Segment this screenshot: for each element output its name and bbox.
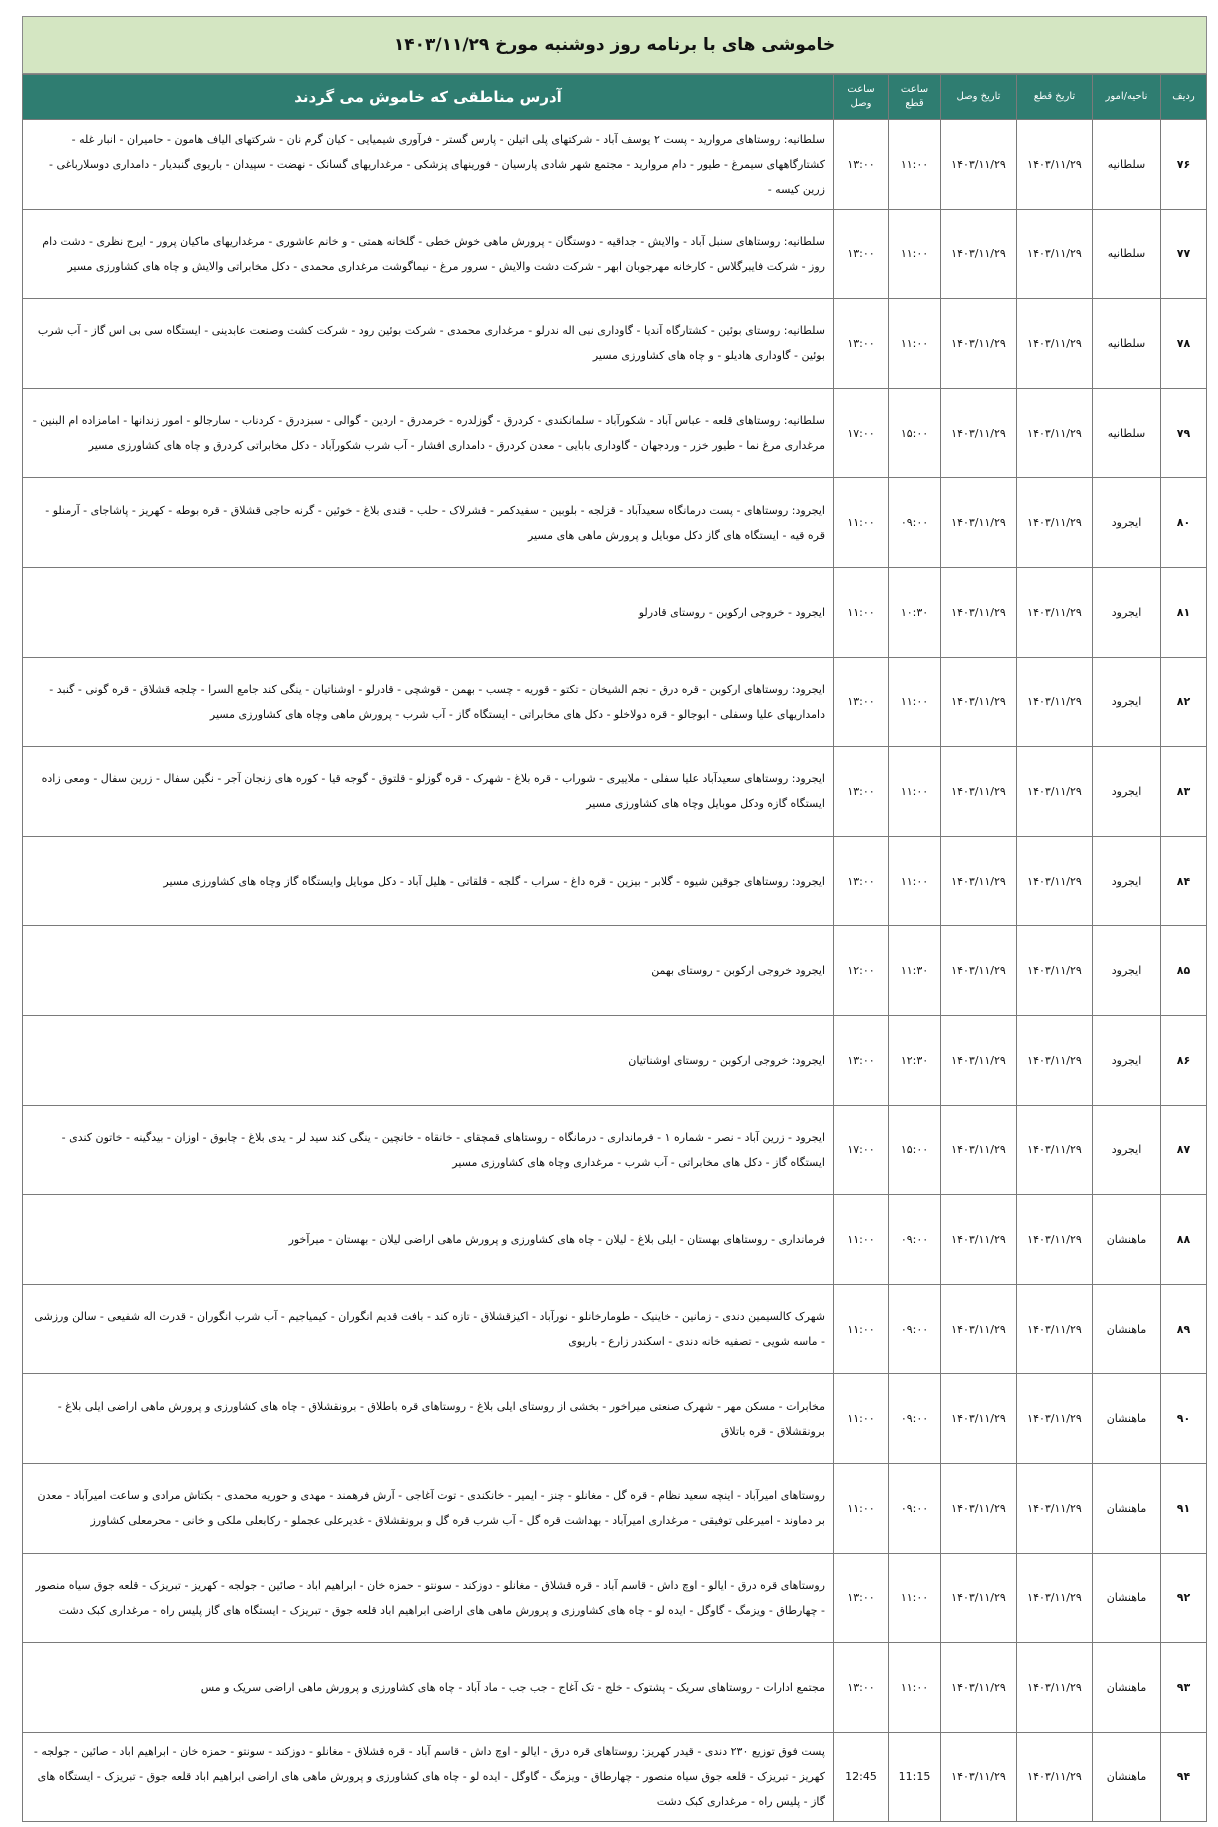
row-cut-time: ۰۹:۰۰ <box>889 1195 941 1285</box>
row-number: ۷۹ <box>1161 388 1207 478</box>
row-connect-date: ۱۴۰۳/۱۱/۲۹ <box>941 1105 1017 1195</box>
row-address: سلطانیه: روستاهای مروارید - پست ۲ یوسف آباد - شرکتهای پلی اتیلن - پارس گستر - فرآوری شیمیایی - کیان گرم نان - شرکتهای الیاف هامون - حامیران - انبار غله - کشتارگاههای سیمرغ - طیور - دام مروارید - مجتمع شهر شادی پارسیان - فورینهای پزشکی - مرغداریهای گسانک - نهضت - سپیدان - باریوی گنبدیار - دامداری دوسلارباغی - زرین کیسه - <box>23 120 834 210</box>
header-cut-time: ساعت قطع <box>889 75 941 120</box>
table-row <box>23 747 1207 837</box>
row-district: سلطانیه <box>1093 120 1161 210</box>
row-cut-time: ۱۰:۳۰ <box>889 567 941 657</box>
row-connect-time: ۱۱:۰۰ <box>834 1463 889 1553</box>
row-cut-date: ۱۴۰۳/۱۱/۲۹ <box>1017 1643 1093 1733</box>
row-number: ۹۲ <box>1161 1553 1207 1643</box>
row-connect-time: ۱۳:۰۰ <box>834 836 889 926</box>
row-connect-date: ۱۴۰۳/۱۱/۲۹ <box>941 209 1017 299</box>
row-district: ماهنشان <box>1093 1553 1161 1643</box>
row-connect-date: ۱۴۰۳/۱۱/۲۹ <box>941 1643 1017 1733</box>
table-header-row <box>23 75 1207 120</box>
row-connect-date: ۱۴۰۳/۱۱/۲۹ <box>941 567 1017 657</box>
row-cut-date: ۱۴۰۳/۱۱/۲۹ <box>1017 120 1093 210</box>
row-connect-date: ۱۴۰۳/۱۱/۲۹ <box>941 1553 1017 1643</box>
row-connect-time: ۱۳:۰۰ <box>834 747 889 837</box>
header-district: ناحیه/امور <box>1093 75 1161 120</box>
table-row <box>23 1374 1207 1464</box>
row-cut-time: ۰۹:۰۰ <box>889 1463 941 1553</box>
row-cut-time: ۱۱:۰۰ <box>889 836 941 926</box>
row-cut-date: ۱۴۰۳/۱۱/۲۹ <box>1017 836 1093 926</box>
row-cut-time: ۰۹:۰۰ <box>889 478 941 568</box>
row-connect-date: ۱۴۰۳/۱۱/۲۹ <box>941 478 1017 568</box>
table-row <box>23 1643 1207 1733</box>
table-row <box>23 209 1207 299</box>
row-cut-date: ۱۴۰۳/۱۱/۲۹ <box>1017 657 1093 747</box>
row-connect-time: ۱۳:۰۰ <box>834 657 889 747</box>
row-connect-time: ۱۳:۰۰ <box>834 1553 889 1643</box>
row-number: ۷۸ <box>1161 299 1207 389</box>
table-row <box>23 299 1207 389</box>
row-cut-time: ۱۵:۰۰ <box>889 388 941 478</box>
table-row <box>23 120 1207 210</box>
outage-schedule <box>22 16 1207 1822</box>
row-cut-time: ۰۹:۰۰ <box>889 1374 941 1464</box>
row-number: ۹۳ <box>1161 1643 1207 1733</box>
row-address: فرمانداری - روستاهای بهستان - ایلی بلاغ - لیلان - چاه های کشاورزی و پرورش ماهی اراضی لیلان - بهستان - میرآخور <box>23 1195 834 1285</box>
row-address: ایجرود خروجی ارکوبن - روستای بهمن <box>23 926 834 1016</box>
row-district: ایجرود <box>1093 478 1161 568</box>
row-connect-date: ۱۴۰۳/۱۱/۲۹ <box>941 1463 1017 1553</box>
row-connect-date: ۱۴۰۳/۱۱/۲۹ <box>941 1195 1017 1285</box>
row-connect-time: ۱۱:۰۰ <box>834 1284 889 1374</box>
row-cut-time: ۰۹:۰۰ <box>889 1284 941 1374</box>
row-cut-date: ۱۴۰۳/۱۱/۲۹ <box>1017 926 1093 1016</box>
header-row-number: ردیف <box>1161 75 1207 120</box>
row-address: مجتمع ادارات - روستاهای سریک - پشتوک - خلج - تک آغاج - جب جب - ماد آباد - چاه های کشاورزی و پرورش ماهی اراضی سریک و مس <box>23 1643 834 1733</box>
table-row <box>23 1195 1207 1285</box>
row-district: ماهنشان <box>1093 1284 1161 1374</box>
row-address: ایجرود: روستاهای سعیدآباد علیا سفلی - ملاییری - شوراب - قره بلاغ - شهرک - قره گوزلو - قلتوق - گوجه قیا - کوره های زنجان آجر - نگین سفال - زرین سفال - ومعی زاده ایستگاه گازه ودکل موبایل وچاه های کشاورزی مسیر <box>23 747 834 837</box>
row-number: ۹۱ <box>1161 1463 1207 1553</box>
row-address: ایجرود: روستاهای جوقین شیوه - گلابر - بیزین - قره داغ - سراب - گلجه - قلقاتی - هلیل آباد - دکل موبایل وایستگاه گاز وچاه های کشاورزی مسیر <box>23 836 834 926</box>
table-row <box>23 1015 1207 1105</box>
row-district: ایجرود <box>1093 567 1161 657</box>
outage-table <box>22 74 1207 1822</box>
row-connect-time: ۱۳:۰۰ <box>834 209 889 299</box>
table-row <box>23 657 1207 747</box>
row-address: ایجرود - زرین آباد - نصر - شماره ۱ - فرمانداری - درمانگاه - روستاهای قمچقای - خانقاه - خانچین - ینگی کند سید لر - یدی بلاغ - چابوق - اوزان - بیدگینه - خاتون کندی - ایستگاه گاز - دکل های مخابراتی - آب شرب - مرغداری وچاه های کشاورزی مسیر <box>23 1105 834 1195</box>
row-address: سلطانیه: روستاهای قلعه - عباس آباد - شکورآباد - سلمانکندی - کردرق - گوزلدره - خرمدرق - اردین - گوالی - سبزدرق - کردناب - سارجالو - امور زندانها - امامزاده ام البنین - مرغداری مرغ نما - طیور خزر - وردجهان - گاوداری بابایی - معدن کردرق - دامداری افشار - آب شرب شکورآباد - دکل مخابراتی کردرق و چاه های کشاورزی مسیر <box>23 388 834 478</box>
table-row <box>23 1732 1207 1822</box>
row-number: ۸۹ <box>1161 1284 1207 1374</box>
row-cut-date: ۱۴۰۳/۱۱/۲۹ <box>1017 567 1093 657</box>
row-address: ایجرود: روستاهای - پست درمانگاه سعیدآباد - قزلجه - بلوبین - سفیدکمر - قشرلاک - حلب - قندی بلاغ - خوئین - گرنه حاجی قشلاق - قره بوطه - کهریز - پاشاجای - آرمنلو - قره قیه - ایستگاه های گاز دکل موبایل و پرورش ماهی های مسیر <box>23 478 834 568</box>
row-number: ۸۵ <box>1161 926 1207 1016</box>
row-cut-time: ۱۱:۰۰ <box>889 299 941 389</box>
row-cut-date: ۱۴۰۳/۱۱/۲۹ <box>1017 209 1093 299</box>
row-address: مخابرات - مسکن مهر - شهرک صنعتی میراخور - بخشی از روستای ایلی بلاغ - روستاهای قره باطلاق - برونقشلاق - چاه های کشاورزی و پرورش ماهی اراضی ایلی بلاغ - برونقشلاق - قره باتلاق <box>23 1374 834 1464</box>
row-number: ۸۲ <box>1161 657 1207 747</box>
table-row <box>23 836 1207 926</box>
row-district: ایجرود <box>1093 926 1161 1016</box>
row-connect-time: ۱۱:۰۰ <box>834 567 889 657</box>
row-district: ایجرود <box>1093 657 1161 747</box>
row-connect-date: ۱۴۰۳/۱۱/۲۹ <box>941 120 1017 210</box>
row-district: ایجرود <box>1093 747 1161 837</box>
row-number: ۸۳ <box>1161 747 1207 837</box>
row-address: شهرک کالسیمین دندی - زمانین - خاینیک - طومارخانلو - نورآباد - اکیزقشلاق - تازه کند - بافت قدیم انگوران - کیمیاجیم - آب شرب انگوران - قدرت اله شفیعی - سالن ورزشی - ماسه شویی - تصفیه خانه دندی - اسکندر زارع - باریوی <box>23 1284 834 1374</box>
row-address: سلطانیه: روستای بوئین - کشتارگاه آندیا - گاوداری نبی اله ندرلو - مرغداری محمدی - شرکت بوئین رود - شرکت کشت وصنعت عابدینی - ایستگاه سی بی اس گاز - آب شرب بوئین - گاوداری هادیلو - و چاه های کشاورزی مسیر <box>23 299 834 389</box>
row-cut-time: ۱۱:۰۰ <box>889 120 941 210</box>
row-address: سلطانیه: روستاهای سنبل آباد - والایش - جداقیه - دوستگان - پرورش ماهی خوش خطی - گلخانه همتی - و خانم عاشوری - مرغداریهای ماکیان پرور - ایرج نظری - دشت دام روز - شرکت فایبرگلاس - کارخانه مهرجوبان ابهر - شرکت دشت والایش - سرور مرغ - نیماگوشت مرغداری محمدی - دکل مخابراتی والایش و چاه های کشاورزی مسیر <box>23 209 834 299</box>
row-connect-date: ۱۴۰۳/۱۱/۲۹ <box>941 1732 1017 1822</box>
table-row <box>23 1463 1207 1553</box>
row-district: سلطانیه <box>1093 388 1161 478</box>
table-row <box>23 478 1207 568</box>
row-connect-date: ۱۴۰۳/۱۱/۲۹ <box>941 836 1017 926</box>
row-connect-time: ۱۳:۰۰ <box>834 299 889 389</box>
row-cut-time: ۱۱:۰۰ <box>889 209 941 299</box>
row-number: ۹۰ <box>1161 1374 1207 1464</box>
row-connect-time: ۱۲:۰۰ <box>834 926 889 1016</box>
header-connect-time: ساعت وصل <box>834 75 889 120</box>
row-connect-date: ۱۴۰۳/۱۱/۲۹ <box>941 657 1017 747</box>
row-number: ۷۶ <box>1161 120 1207 210</box>
table-row <box>23 1284 1207 1374</box>
row-connect-date: ۱۴۰۳/۱۱/۲۹ <box>941 1374 1017 1464</box>
table-row <box>23 1105 1207 1195</box>
row-district: ماهنشان <box>1093 1374 1161 1464</box>
row-district: ماهنشان <box>1093 1732 1161 1822</box>
table-row <box>23 926 1207 1016</box>
row-district: ماهنشان <box>1093 1643 1161 1733</box>
row-number: ۷۷ <box>1161 209 1207 299</box>
row-connect-date: ۱۴۰۳/۱۱/۲۹ <box>941 388 1017 478</box>
row-address: روستاهای قره درق - ایالو - اوچ داش - قاسم آباد - قره قشلاق - مغانلو - دوزکند - سونتو - حمزه خان - ابراهیم اباد - صائین - جولجه - کهریز - تبریزک - قلعه جوق سیاه منصور - چهارطاق - ویزمگ - گاوگل - ایده لو - چاه های کشاورزی و پرورش ماهی های اراضی ابراهیم اباد قلعه جوق - تبریزک - ایستگاه های گاز پلیس راه - مرغداری کبک دشت <box>23 1553 834 1643</box>
row-connect-time: ۱۷:۰۰ <box>834 388 889 478</box>
row-connect-time: ۱۷:۰۰ <box>834 1105 889 1195</box>
header-address: آدرس مناطقی که خاموش می گردند <box>23 75 834 120</box>
row-connect-time: ۱۱:۰۰ <box>834 1195 889 1285</box>
row-address: ایجرود - خروجی ارکوبن - روستای قادرلو <box>23 567 834 657</box>
row-district: سلطانیه <box>1093 299 1161 389</box>
row-number: ۸۴ <box>1161 836 1207 926</box>
table-row <box>23 567 1207 657</box>
row-cut-date: ۱۴۰۳/۱۱/۲۹ <box>1017 1463 1093 1553</box>
row-cut-date: ۱۴۰۳/۱۱/۲۹ <box>1017 299 1093 389</box>
row-district: ماهنشان <box>1093 1195 1161 1285</box>
page-title: خاموشی های با برنامه روز دوشنبه مورخ ۱۴۰۳/۱۱/۲۹ <box>22 16 1207 74</box>
row-connect-time: ۱۳:۰۰ <box>834 120 889 210</box>
row-cut-date: ۱۴۰۳/۱۱/۲۹ <box>1017 478 1093 568</box>
row-cut-date: ۱۴۰۳/۱۱/۲۹ <box>1017 1195 1093 1285</box>
row-district: ایجرود <box>1093 1105 1161 1195</box>
row-number: ۸۰ <box>1161 478 1207 568</box>
table-row <box>23 388 1207 478</box>
row-number: ۹۴ <box>1161 1732 1207 1822</box>
row-cut-date: ۱۴۰۳/۱۱/۲۹ <box>1017 747 1093 837</box>
row-address: روستاهای امیرآباد - اینچه سعید نظام - قره گل - مغانلو - چنز - ایمیر - خانکندی - توت آغاجی - آرش فرهمند - مهدی و حوریه محمدی - بکتاش مرادی و ساعت امیرآباد - معدن بر دماوند - امیرعلی توفیقی - مرغداری امیرآباد - بهداشت قره گل - آب شرب قره گل و برونقشلاق - غدیرعلی عجملو - رکابعلی ملکی و خانی - محرمعلی کشاورز <box>23 1463 834 1553</box>
row-connect-date: ۱۴۰۳/۱۱/۲۹ <box>941 1015 1017 1105</box>
row-number: ۸۷ <box>1161 1105 1207 1195</box>
row-connect-time: ۱۳:۰۰ <box>834 1643 889 1733</box>
row-cut-time: ۱۱:۰۰ <box>889 747 941 837</box>
row-address: ایجرود: خروجی ارکوبن - روستای اوشناتیان <box>23 1015 834 1105</box>
row-connect-date: ۱۴۰۳/۱۱/۲۹ <box>941 926 1017 1016</box>
row-connect-time: 12:45 <box>834 1732 889 1822</box>
header-cut-date: تاریخ قطع <box>1017 75 1093 120</box>
row-cut-time: ۱۱:۳۰ <box>889 926 941 1016</box>
row-connect-time: ۱۱:۰۰ <box>834 478 889 568</box>
header-connect-date: تاریخ وصل <box>941 75 1017 120</box>
row-address: ایجرود: روستاهای ارکوبن - قره درق - نجم الشیخان - تکتو - قوریه - چسب - بهمن - قوشچی - قادرلو - اوشناتیان - ینگی کند جامع السرا - چلجه قشلاق - قره گونی - گنبد - دامداریهای علیا وسفلی - ابوجالو - قره دولاخلو - دکل های مخابراتی - ایستگاه گاز - آب شرب - پرورش ماهی وچاه های کشاورزی مسیر <box>23 657 834 747</box>
row-district: ایجرود <box>1093 836 1161 926</box>
row-cut-date: ۱۴۰۳/۱۱/۲۹ <box>1017 388 1093 478</box>
table-row <box>23 1553 1207 1643</box>
row-cut-time: 11:15 <box>889 1732 941 1822</box>
row-number: ۸۱ <box>1161 567 1207 657</box>
row-number: ۸۸ <box>1161 1195 1207 1285</box>
row-cut-time: ۱۲:۳۰ <box>889 1015 941 1105</box>
row-cut-time: ۱۱:۰۰ <box>889 1643 941 1733</box>
row-connect-date: ۱۴۰۳/۱۱/۲۹ <box>941 1284 1017 1374</box>
row-cut-time: ۱۱:۰۰ <box>889 657 941 747</box>
row-district: سلطانیه <box>1093 209 1161 299</box>
row-connect-date: ۱۴۰۳/۱۱/۲۹ <box>941 299 1017 389</box>
row-cut-time: ۱۵:۰۰ <box>889 1105 941 1195</box>
row-cut-time: ۱۱:۰۰ <box>889 1553 941 1643</box>
row-cut-date: ۱۴۰۳/۱۱/۲۹ <box>1017 1553 1093 1643</box>
row-district: ایجرود <box>1093 1015 1161 1105</box>
row-cut-date: ۱۴۰۳/۱۱/۲۹ <box>1017 1105 1093 1195</box>
row-cut-date: ۱۴۰۳/۱۱/۲۹ <box>1017 1374 1093 1464</box>
row-cut-date: ۱۴۰۳/۱۱/۲۹ <box>1017 1284 1093 1374</box>
row-connect-time: ۱۳:۰۰ <box>834 1015 889 1105</box>
row-connect-time: ۱۱:۰۰ <box>834 1374 889 1464</box>
row-district: ماهنشان <box>1093 1463 1161 1553</box>
row-cut-date: ۱۴۰۳/۱۱/۲۹ <box>1017 1015 1093 1105</box>
row-address: پست فوق توزیع ۲۳۰ دندی - قیدر کهریز: روستاهای قره درق - ایالو - اوچ داش - قاسم آباد - قره قشلاق - مغانلو - دوزکند - سونتو - حمزه خان - ابراهیم اباد - صائین - جولجه - کهریز - تبریزک - قلعه جوق سیاه منصور - چهارطاق - ویزمگ - گاوگل - ایده لو - چاه های کشاورزی و پرورش ماهی های اراضی ابراهیم اباد قلعه جوق - تبریزک - ایستگاه های گاز - پلیس راه - مرغداری کبک دشت <box>23 1732 834 1822</box>
row-number: ۸۶ <box>1161 1015 1207 1105</box>
row-connect-date: ۱۴۰۳/۱۱/۲۹ <box>941 747 1017 837</box>
row-cut-date: ۱۴۰۳/۱۱/۲۹ <box>1017 1732 1093 1822</box>
